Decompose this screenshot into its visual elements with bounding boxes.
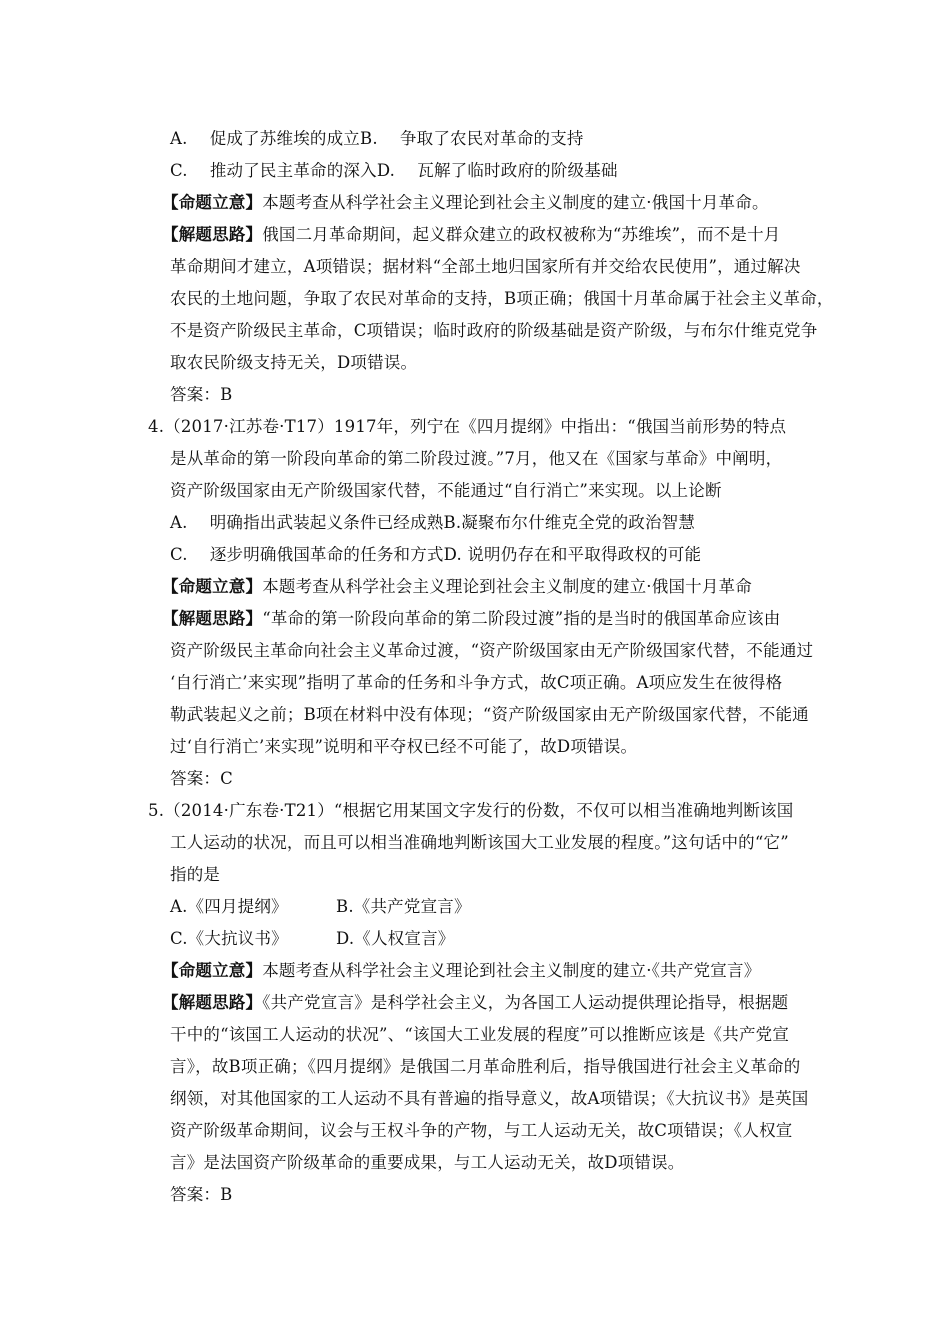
q5-analysis-line-6: 言》是法国资产阶级革命的重要成果，与工人运动无关，故D项错误。 <box>170 1153 685 1172</box>
q4-analysis-line-5: 过‘自行消亡’来实现”说明和平夺权已经不可能了，故D项错误。 <box>170 737 638 756</box>
q5-intent-text: 本题考查从科学社会主义理论到社会主义制度的建立·《共产党宣言》 <box>262 961 761 980</box>
q3-intent-label: 【命题立意】 <box>162 193 263 212</box>
q3-analysis-line-4: 不是资产阶级民主革命，C项错误；临时政府的阶级基础是资产阶级，与布尔什维克党争 <box>170 321 818 340</box>
q4-analysis-line-3: ‘自行消亡’来实现”指明了革命的任务和斗争方式，故C项正确。A项应发生在彼得格 <box>170 673 783 692</box>
q5-answer: 答案：B <box>170 1185 233 1204</box>
q5-option-a: A.《四月提纲》 <box>170 897 288 916</box>
q4-analysis-line-1 <box>162 608 780 630</box>
q3-answer: 答案：B <box>170 385 233 404</box>
q3-analysis-line-3: 农民的土地问题，争取了农民对革命的支持，B项正确；俄国十月革命属于社会主义革命， <box>170 289 834 308</box>
q5-option-d: D.《人权宣言》 <box>336 929 455 948</box>
q3-analysis-line-2: 革命期间才建立，A项错误；据材料“全部土地归国家所有并交给农民使用”，通过解决 <box>170 257 801 276</box>
q4-option-c-d: C. 逐步明确俄国革命的任务和方式D. 说明仍存在和平取得政权的可能 <box>170 545 702 564</box>
q4-analysis-line-4: 勒武装起义之前；B项在材料中没有体现；“资产阶级国家由无产阶级国家代替，不能通 <box>170 705 809 724</box>
q4-answer: 答案：C <box>170 769 233 788</box>
q3-analysis-label: 【解题思路】 <box>162 225 263 244</box>
q4-analysis-line-2: 资产阶级民主革命向社会主义革命过渡，“资产阶级国家由无产阶级国家代替，不能通过 <box>170 641 814 660</box>
q4-intent <box>162 576 752 598</box>
q5-analysis-line-4: 纲领，对其他国家的工人运动不具有普遍的指导意义，故A项错误；《大抗议书》是英国 <box>170 1089 809 1108</box>
q4-option-a-b: A. 明确指出武装起义条件已经成熟B.凝聚布尔什维克全党的政治智慧 <box>170 513 696 532</box>
q3-analysis-text-1: 俄国二月革命期间，起义群众建立的政权被称为“苏维埃”，而不是十月 <box>262 225 781 244</box>
q5-analysis-line-5: 资产阶级革命期间，议会与王权斗争的产物，与工人运动无关，故C项错误；《人权宣 <box>170 1121 793 1140</box>
q5-analysis-line-2: 干中的“该国工人运动的状况”、“该国大工业发展的程度”可以推断应该是《共产党宣 <box>170 1025 790 1044</box>
q3-intent <box>162 192 769 214</box>
q4-intent-text: 本题考查从科学社会主义理论到社会主义制度的建立·俄国十月革命 <box>262 577 752 596</box>
q5-analysis-text-1: 《共产党宣言》是科学社会主义，为各国工人运动提供理论指导，根据题 <box>262 993 789 1012</box>
q5-stem-line-3: 指的是 <box>170 865 221 884</box>
q5-stem-line-2: 工人运动的状况，而且可以相当准确地判断该国大工业发展的程度。”这句话中的“它” <box>170 833 789 852</box>
q5-analysis-line-1 <box>162 992 788 1014</box>
q3-option-a-b: A. 促成了苏维埃的成立B. 争取了农民对革命的支持 <box>170 129 584 148</box>
q3-analysis-line-5: 取农民阶级支持无关，D项错误。 <box>170 353 418 372</box>
q5-stem-line-1: 5.（2014·广东卷·T21）“根据它用某国文字发行的份数，不仅可以相当准确地判断该国 <box>148 801 794 820</box>
q4-stem-line-1: 4.（2017·江苏卷·T17）1917年，列宁在《四月提纲》中指出：“俄国当前形势的特点 <box>148 417 787 436</box>
q5-option-c: C.《大抗议书》 <box>170 929 288 948</box>
q4-analysis-text-1: “革命的第一阶段向革命的第二阶段过渡”指的是当时的俄国革命应该由 <box>262 609 781 628</box>
q5-option-b: B.《共产党宣言》 <box>336 897 471 916</box>
q4-intent-label: 【命题立意】 <box>162 577 263 596</box>
q5-option-row-1 <box>170 896 471 918</box>
q3-option-c-d: C. 推动了民主革命的深入D. 瓦解了临时政府的阶级基础 <box>170 161 618 180</box>
q5-intent <box>162 960 760 982</box>
q5-analysis-label: 【解题思路】 <box>162 993 263 1012</box>
q4-stem-line-2: 是从革命的第一阶段向革命的第二阶段过渡。”7月，他又在《国家与革命》中阐明， <box>170 449 783 468</box>
q5-analysis-line-3: 言》，故B项正确；《四月提纲》是俄国二月革命胜利后，指导俄国进行社会主义革命的 <box>170 1057 801 1076</box>
q5-option-row-2 <box>170 928 455 950</box>
q3-analysis-line-1 <box>162 224 780 246</box>
q4-stem-line-3: 资产阶级国家由无产阶级国家代替，不能通过“自行消亡”来实现。以上论断 <box>170 481 722 500</box>
q4-analysis-label: 【解题思路】 <box>162 609 263 628</box>
q5-intent-label: 【命题立意】 <box>162 961 263 980</box>
q3-intent-text: 本题考查从科学社会主义理论到社会主义制度的建立·俄国十月革命。 <box>262 193 769 212</box>
